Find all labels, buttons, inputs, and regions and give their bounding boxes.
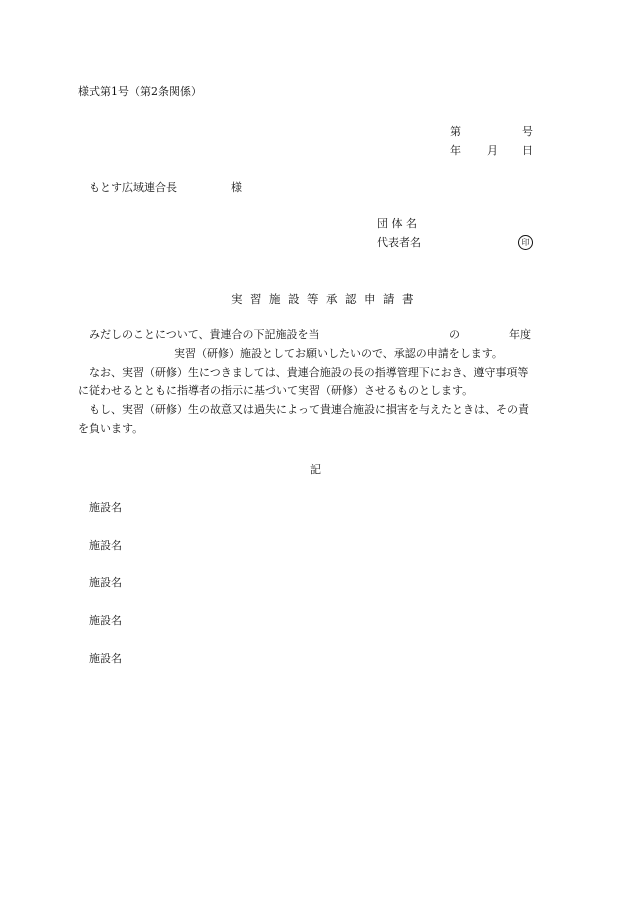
body-p1-line1-b: の bbox=[449, 328, 460, 341]
representative-label: 代表者名 bbox=[377, 236, 421, 249]
organization-label: 団 体 名 bbox=[377, 217, 417, 230]
body-p2-line1: なお、実習（研修）生につきましては、貴連合施設の長の指導管理下におき、遵守事項等 bbox=[89, 366, 529, 379]
addressee-honorific: 様 bbox=[231, 181, 242, 194]
document-title: 実習施設等承認申請書 bbox=[231, 292, 421, 306]
date-year: 年 bbox=[450, 144, 461, 157]
ki-heading: 記 bbox=[310, 463, 321, 476]
date-day: 日 bbox=[522, 144, 533, 157]
facility-name-label: 施設名 bbox=[89, 614, 122, 627]
body-p2-line2: に従わせるとともに指導者の指示に基づいて実習（研修）させるものとします。 bbox=[78, 384, 474, 397]
body-p1-line1-c: 年度 bbox=[509, 328, 531, 341]
seal-mark bbox=[518, 235, 533, 250]
facility-name-label: 施設名 bbox=[89, 576, 122, 589]
form-label: 様式第1号（第2条関係） bbox=[78, 85, 202, 98]
facility-name-label: 施設名 bbox=[89, 652, 122, 665]
body-p1-line1-a: みだしのことについて、貴連合の下記施設を当 bbox=[89, 328, 320, 341]
date-month: 月 bbox=[487, 144, 498, 157]
facility-name-label: 施設名 bbox=[89, 501, 122, 514]
body-p3-line1: もし、実習（研修）生の故意又は過失によって貴連合施設に損害を与えたときは、その責 bbox=[89, 403, 529, 416]
facility-name-label: 施設名 bbox=[89, 539, 122, 552]
number-suffix: 号 bbox=[522, 125, 533, 138]
body-p3-line2: を負います。 bbox=[78, 422, 144, 435]
number-prefix: 第 bbox=[450, 125, 461, 138]
body-p1-line2: 実習（研修）施設としてお願いしたいので、承認の申請をします。 bbox=[174, 347, 503, 360]
seal-icon: 印 bbox=[518, 235, 533, 250]
addressee-name: もとす広域連合長 bbox=[89, 181, 177, 194]
